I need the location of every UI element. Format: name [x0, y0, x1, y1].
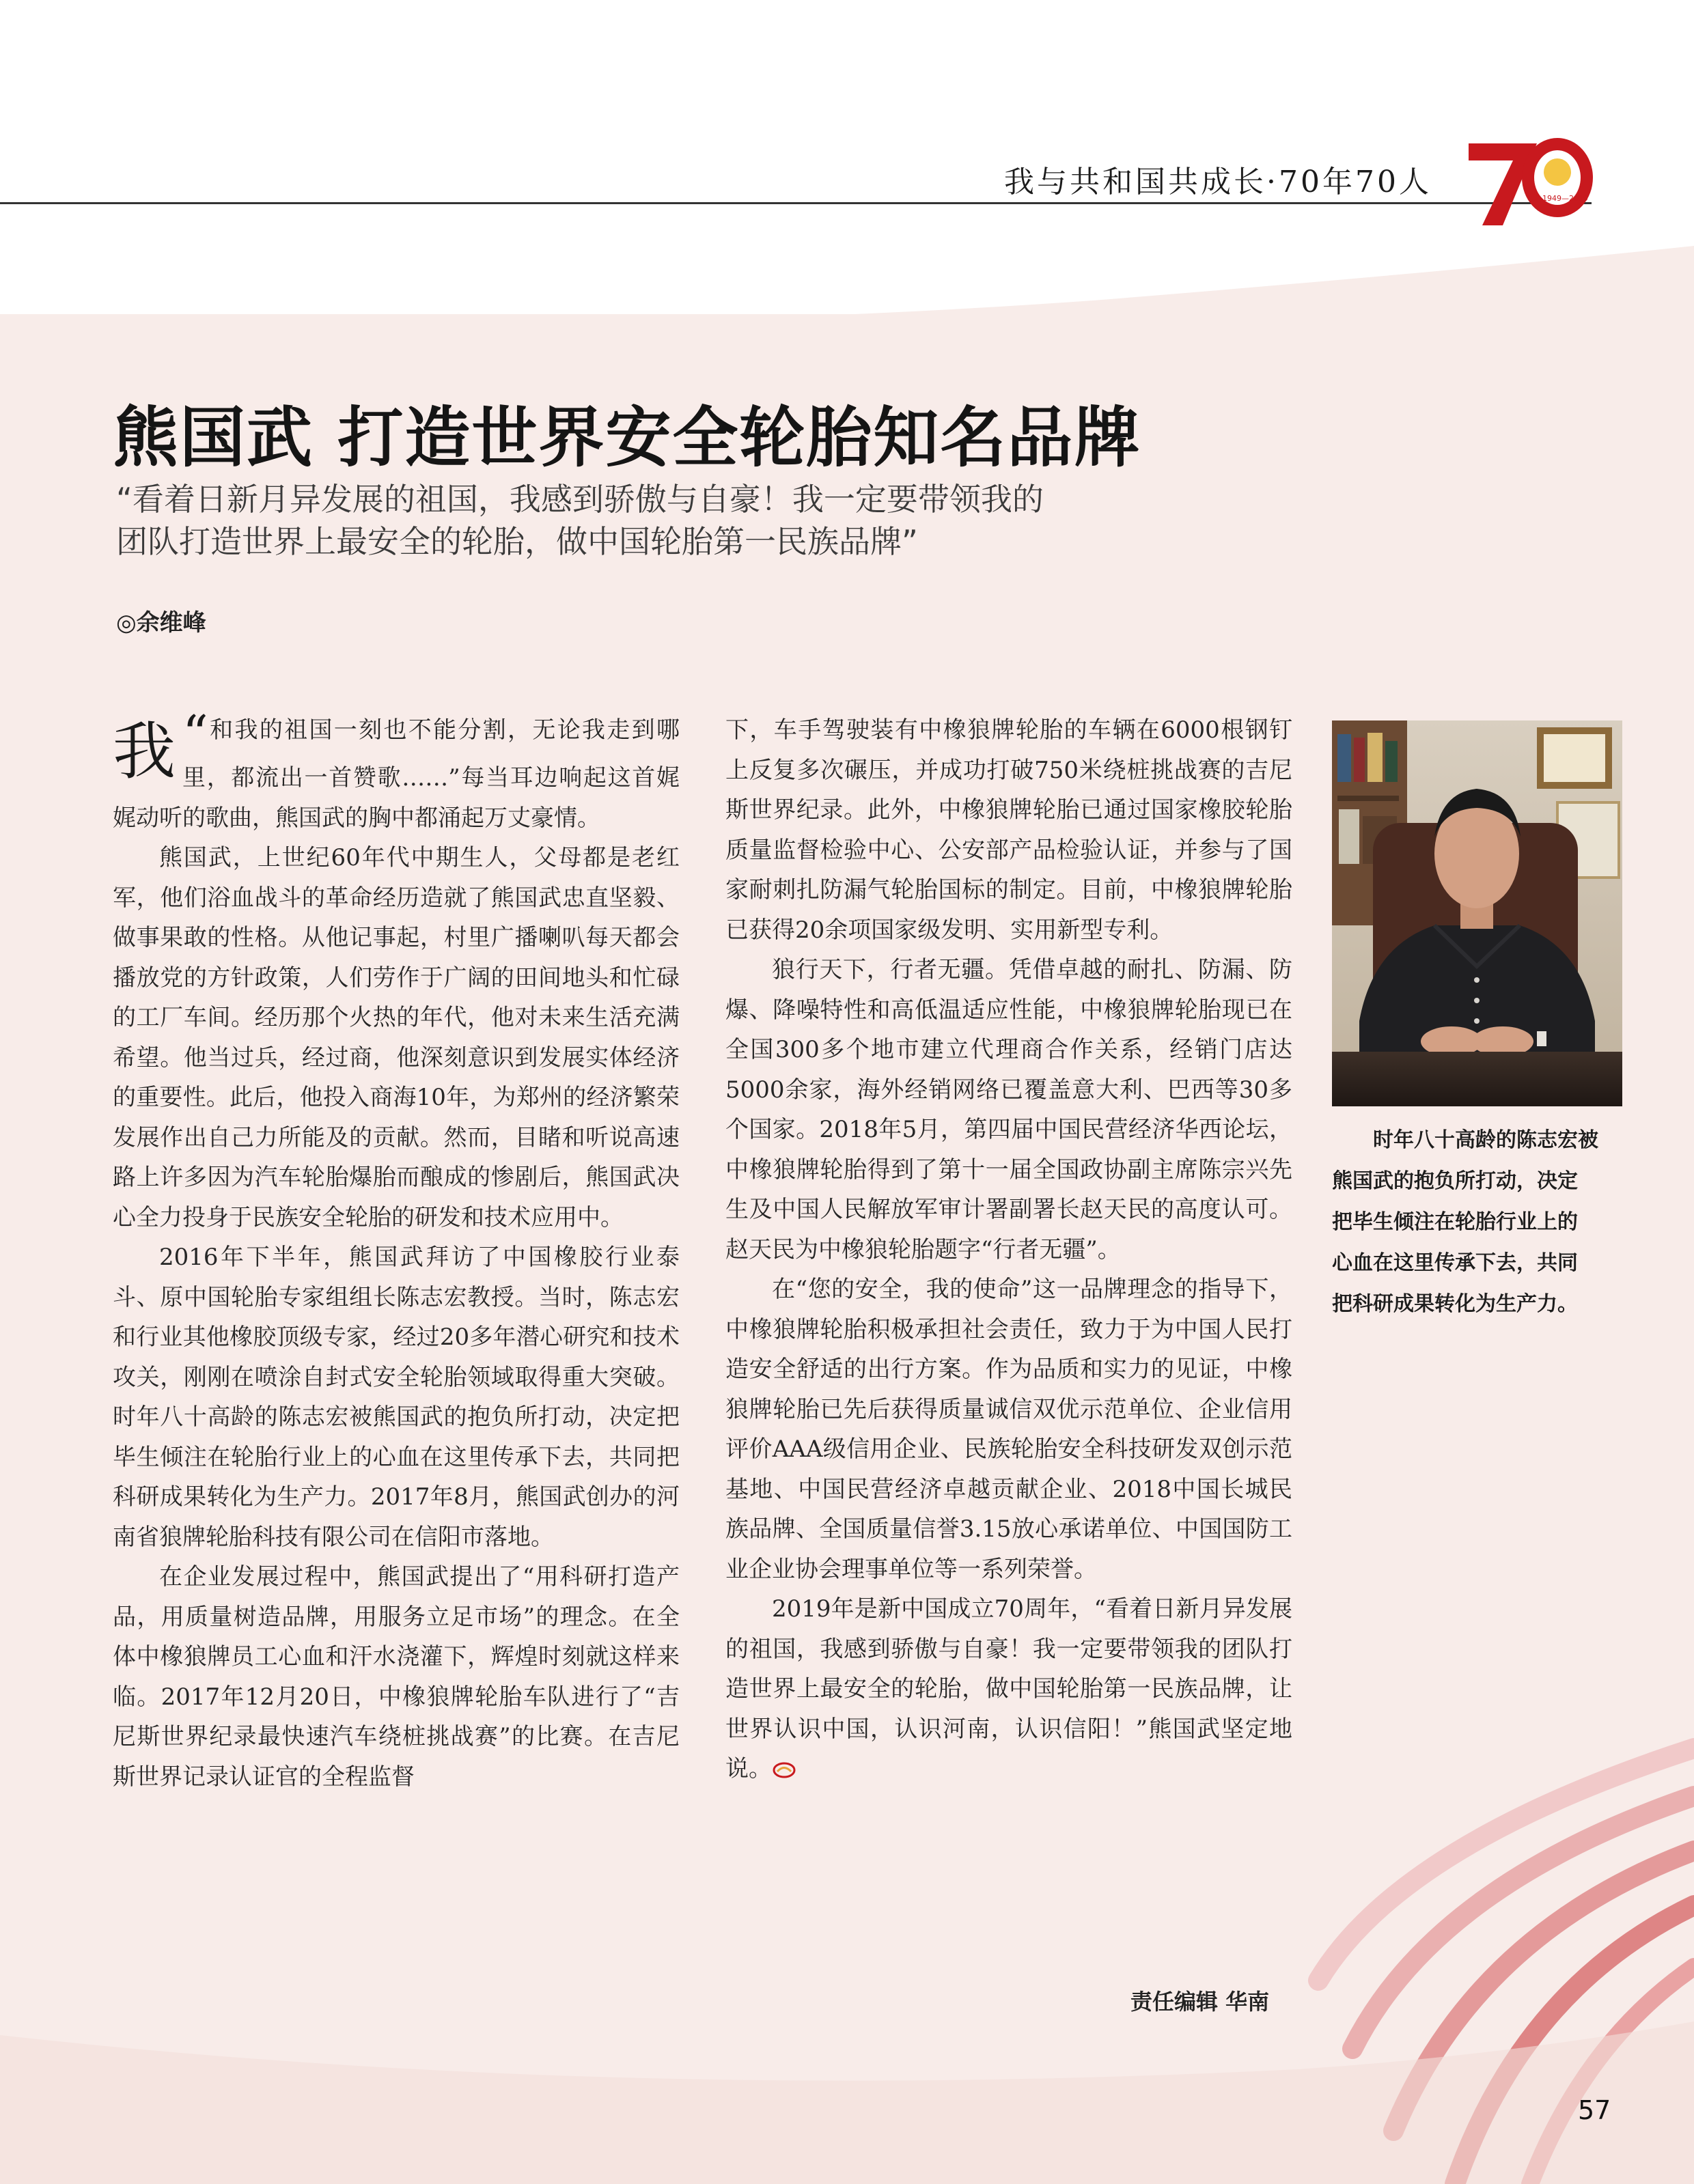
portrait-illustration — [1332, 720, 1622, 1106]
author-byline: ◎余维峰 — [116, 609, 206, 636]
subtitle-line: 团队打造世界上最安全的轮胎，做中国轮胎第一民族品牌” — [116, 523, 918, 560]
portrait-photo — [1332, 720, 1622, 1106]
open-quote: “ — [182, 705, 208, 764]
opening-paragraph — [113, 705, 680, 838]
article-title: 熊国武 打造世界安全轮胎知名品牌 — [113, 400, 1141, 476]
caption-line: 熊国武的抱负所打动，决定 — [1332, 1169, 1578, 1193]
photo-caption — [1332, 1120, 1619, 1325]
paragraph-text: 2019年是新中国成立70周年，“看着日新月异发展的祖国，我感到骄傲与自豪！我一定要带领我的团队打造世界上最安全的轮胎，做中国轮胎第一民族品牌，让世界认识中国，认识河南，认识信阳！”熊国武坚定地说。 — [725, 1595, 1292, 1782]
closing-paragraph — [725, 1589, 1292, 1789]
article-subtitle — [116, 478, 1277, 563]
series-title: 我与共和国共成长·70年70人 — [1004, 165, 1432, 199]
drop-cap: 我 — [113, 715, 176, 788]
editor-credit: 责任编辑 华南 — [1130, 1989, 1270, 2015]
emblem-icon — [1544, 158, 1571, 186]
end-mark-icon — [772, 1761, 796, 1779]
paragraph: 在“您的安全，我的使命”这一品牌理念的指导下，中橡狼牌轮胎积极承担社会责任，致力于为中国人民打造安全舒适的出行方案。作为品质和实力的见证，中橡狼牌轮胎已先后获得质量诚信双优示范单位、企业信用评价AAA级信用企业、民族轮胎安全科技研发双创示范基地、中国民营经济卓越贡献企业、2018中国长城民族品牌、全国质量信誉3.15放心承诺单位、中国国防工业企业协会理事单位等一系列荣誉。 — [725, 1276, 1292, 1583]
top-curve-shape — [0, 246, 1694, 325]
header-rule — [0, 202, 1592, 204]
left-column — [113, 705, 680, 1797]
logo-caption: 1949—2019 — [1542, 194, 1588, 203]
caption-line: 心血在这里传承下去，共同 — [1332, 1251, 1578, 1275]
caption-line: 时年八十高龄的陈志宏被 — [1373, 1128, 1598, 1152]
subtitle-line: “看着日新月异发展的祖国，我感到骄傲与自豪！我一定要带领我的 — [116, 481, 1044, 518]
middle-column — [725, 710, 1292, 1789]
caption-line: 把科研成果转化为生产力。 — [1332, 1292, 1578, 1316]
continuation-paragraph: 下，车手驾驶装有中橡狼牌轮胎的车辆在6000根钢钉上反复多次碾压，并成功打破750米绕桩挑战赛的吉尼斯世界纪录。此外，中橡狼牌轮胎已通过国家橡胶轮胎质量监督检验中心、公安部产品检验认证，并参与了国家耐刺扎防漏气轮胎国标的制定。目前，中橡狼牌轮胎已获得20余项国家级发明、实用新型专利。 — [725, 716, 1292, 944]
paragraph: 狼行天下，行者无疆。凭借卓越的耐扎、防漏、防爆、降噪特性和高低温适应性能，中橡狼牌轮胎现已在全国300多个地市建立代理商合作关系，经销门店达5000余家，海外经销网络已覆盖意大利、巴西等30多个国家。2018年5月，第四届中国民营经济华西论坛，中橡狼牌轮胎得到了第十一届全国政协副主席陈宗兴先生及中国人民解放军审计署副署长赵天民的高度认可。赵天民为中橡狼轮胎题字“行者无疆”。 — [725, 956, 1292, 1263]
paragraph: 在企业发展过程中，熊国武提出了“用科研打造产品，用质量树造品牌，用服务立足市场”的理念。在全体中橡狼牌员工心血和汗水浇灌下，辉煌时刻就这样来临。2017年12月20日，中橡狼牌轮胎车队进行了“吉尼斯世界纪录最快速汽车绕桩挑战赛”的比赛。在吉尼斯世界记录认证官的全程监督 — [113, 1563, 680, 1791]
page-number: 57 — [1578, 2095, 1611, 2125]
paragraph: 熊国武，上世纪60年代中期生人，父母都是老红军，他们浴血战斗的革命经历造就了熊国武忠直坚毅、做事果敢的性格。从他记事起，村里广播喇叭每天都会播放党的方针政策，人们劳作于广阔的田间地头和忙碌的工厂车间。经历那个火热的年代，他对未来生活充满希望。他当过兵，经过商，他深刻意识到发展实体经济的重要性。此后，他投入商海10年，为郑州的经济繁荣发展作出自己力所能及的贡献。然而，目睹和听说高速路上许多因为汽车轮胎爆胎而酿成的惨剧后，熊国武决心全力投身于民族安全轮胎的研发和技术应用中。 — [113, 844, 680, 1231]
caption-line: 把毕生倾注在轮胎行业上的 — [1332, 1210, 1578, 1234]
paragraph: 2016年下半年，熊国武拜访了中国橡胶行业泰斗、原中国轮胎专家组组长陈志宏教授。当时，陈志宏和行业其他橡胶顶级专家，经过20多年潜心研究和技术攻关，刚刚在喷涂自封式安全轮胎领域取得重大突破。时年八十高龄的陈志宏被熊国武的抱负所打动，决定把毕生倾注在轮胎行业上的心血在这里传承下去，共同把科研成果转化为生产力。2017年8月，熊国武创办的河南省狼牌轮胎科技有限公司在信阳市落地。 — [113, 1244, 680, 1551]
paragraph-text: 和我的祖国一刻也不能分割，无论我走到哪里，都流出一首赞歌……”每当耳边响起这首娓娓动听的歌曲，熊国武的胸中都涌起万丈豪情。 — [113, 716, 680, 832]
anniversary-70-logo — [1462, 130, 1598, 232]
